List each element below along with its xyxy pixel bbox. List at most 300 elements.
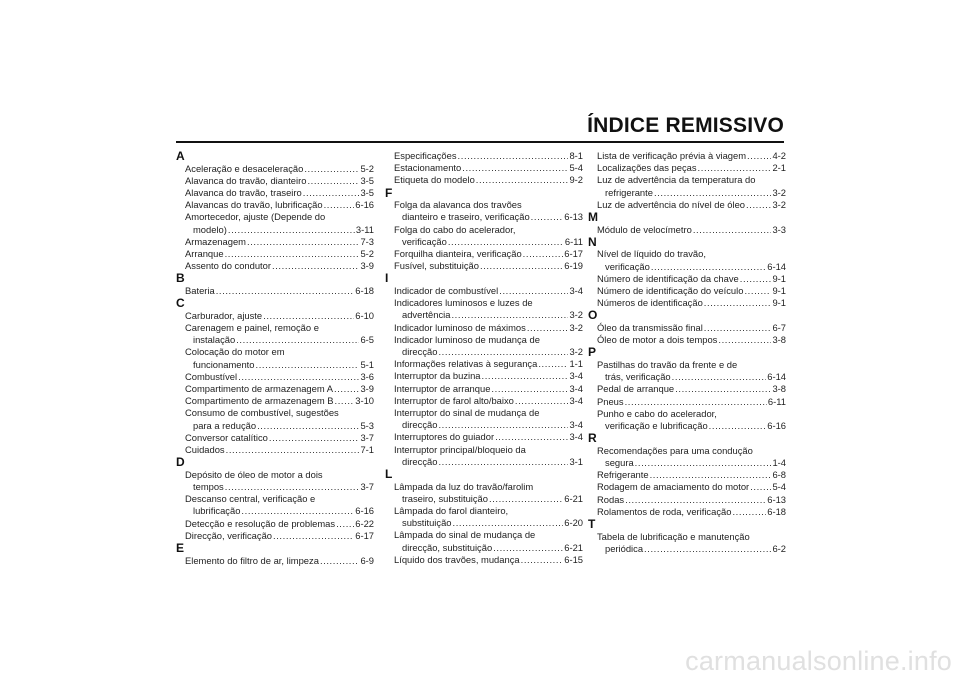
watermark-text: carmanualsonline.info (685, 646, 952, 676)
index-entry-page: 6-13 (767, 493, 786, 505)
dot-leader (236, 334, 359, 346)
index-entry-text: Refrigerante (597, 469, 649, 481)
dot-leader (538, 358, 568, 370)
index-entry-line (176, 530, 374, 542)
dot-leader (489, 493, 563, 505)
index-entry-text: advertência (402, 309, 451, 321)
index-entry-page: 5-4 (772, 481, 786, 493)
index-entry (385, 199, 583, 223)
dot-leader (527, 322, 569, 334)
index-entry-line (176, 518, 374, 530)
dot-leader (625, 396, 767, 408)
dot-leader (228, 224, 355, 236)
index-entry (588, 248, 786, 272)
index-entry-text: Indicadores luminosos e luzes de (394, 297, 533, 309)
index-entry-text: Bateria (185, 285, 215, 297)
index-entry-page: 8-1 (569, 150, 583, 161)
index-entry-page: 5-2 (360, 162, 374, 174)
index-entry (588, 322, 786, 334)
index-entry-text: Detecção e resolução de problemas (185, 517, 336, 529)
index-entry-text: direcção (402, 346, 438, 358)
index-entry-text: Nível de líquido do travão, (597, 248, 706, 260)
index-entry-page: 6-21 (564, 492, 583, 504)
index-entry (588, 162, 786, 174)
dot-leader (225, 248, 360, 260)
section-letter: M (588, 210, 598, 225)
index-entry (385, 334, 583, 358)
index-entry-line (176, 346, 374, 358)
index-entry-text: Descanso central, verificação e (185, 493, 316, 505)
index-entry-text: Fusível, substituição (394, 260, 479, 272)
index-entry-text: verificação (402, 235, 447, 247)
index-entry-page: 3-10 (355, 395, 374, 407)
dot-leader (482, 370, 569, 382)
index-entry-text: Arranque (185, 248, 224, 260)
index-entry-page: 5-4 (569, 162, 583, 174)
index-entry-line (588, 408, 786, 420)
index-entry-text: Indicador luminoso de máximos (394, 321, 526, 333)
index-entry-line (176, 224, 374, 236)
dot-leader (531, 211, 564, 223)
index-entry (588, 273, 786, 285)
index-entry-page: 3-4 (569, 382, 583, 394)
index-entry-text: Folga do cabo do acelerador, (394, 223, 516, 235)
index-entry-line (176, 371, 374, 383)
dot-leader (499, 285, 568, 297)
index-entry-text: Compartimento de armazenagem A (185, 383, 333, 395)
index-entry (385, 529, 583, 553)
dot-leader (718, 334, 771, 346)
dot-leader (651, 261, 766, 273)
index-entry (588, 531, 786, 555)
page-title: ÍNDICE REMISSIVO (587, 114, 784, 137)
index-entry-line (588, 174, 786, 186)
index-entry-line (588, 162, 786, 174)
dot-leader (523, 248, 564, 260)
dot-leader (225, 481, 360, 493)
index-entry-text: Localizações das peças (597, 162, 697, 174)
dot-leader (438, 456, 568, 468)
index-entry-page: 3-8 (772, 383, 786, 395)
index-entry (176, 199, 374, 211)
index-entry-page: 9-1 (772, 285, 786, 297)
index-entry-line (385, 150, 583, 162)
index-entry-text: Compartimento de armazenagem B (185, 395, 334, 407)
index-entry-line (385, 456, 583, 468)
index-entry-page: 3-2 (772, 186, 786, 198)
dot-leader (515, 395, 569, 407)
index-entry-line (385, 554, 583, 566)
index-entry-text: Pastilhas do travão da frente e de (597, 359, 738, 371)
index-entry-page: 5-3 (360, 419, 374, 431)
index-entry-line (176, 432, 374, 444)
index-entry (588, 469, 786, 481)
index-entry-page: 3-4 (569, 394, 583, 406)
dot-leader (493, 542, 563, 554)
index-entry-text: Luz de advertência da temperatura do (597, 174, 756, 186)
index-entry-text: Pneus (597, 395, 624, 407)
dot-leader (491, 383, 568, 395)
index-entry-page: 6-10 (355, 309, 374, 321)
index-entry-page: 3-1 (569, 455, 583, 467)
index-entry-line (176, 248, 374, 260)
index-entry-line (588, 285, 786, 297)
index-entry-page: 2-1 (772, 162, 786, 174)
index-entry-line (176, 444, 374, 456)
index-entry-text: verificação e lubrificação (605, 420, 708, 432)
index-entry-page: 3-8 (772, 334, 786, 346)
index-entry-line (385, 431, 583, 443)
index-entry-line (385, 260, 583, 272)
section-letter: A (176, 149, 185, 163)
dot-leader (693, 224, 772, 236)
index-entry (176, 518, 374, 530)
index-entry-text: direcção, substituição (402, 541, 493, 553)
index-entry-text: Informações relativas à segurança (394, 358, 538, 370)
index-entry (588, 285, 786, 297)
index-entry-page: 3-4 (569, 419, 583, 431)
index-entry-page: 3-7 (360, 481, 374, 493)
index-entry-page: 3-2 (772, 198, 786, 210)
index-entry-text: periódica (605, 542, 644, 554)
index-entry-line (588, 359, 786, 371)
index-entry (588, 494, 786, 506)
index-entry-page: 1-4 (772, 457, 786, 469)
index-entry (588, 359, 786, 383)
dot-leader (709, 420, 767, 432)
dot-leader (273, 530, 354, 542)
index-entry (176, 322, 374, 346)
index-entry (176, 407, 374, 431)
index-entry-line (385, 248, 583, 260)
index-entry-line (176, 285, 374, 297)
dot-leader (448, 236, 564, 248)
index-entry-line (176, 175, 374, 187)
index-entry (385, 162, 583, 174)
index-entry-text: Lista de verificação prévia à viagem (597, 150, 747, 161)
index-entry-text: Pedal de arranque (597, 383, 675, 395)
index-entry-page: 5-1 (360, 358, 374, 370)
index-column-1 (176, 150, 374, 567)
index-entry-line (588, 248, 786, 260)
index-entry-line (588, 396, 786, 408)
dot-leader (732, 506, 766, 518)
index-entry-line (176, 493, 374, 505)
index-entry (176, 555, 374, 567)
index-entry (176, 530, 374, 542)
index-entry-page: 6-15 (564, 553, 583, 565)
index-entry-text: Cuidados (185, 444, 225, 456)
index-entry-text: funcionamento (193, 358, 255, 370)
index-entry-line (176, 505, 374, 517)
dot-leader (476, 174, 569, 186)
index-entry-page: 6-14 (767, 260, 786, 272)
index-entry-page: 1-1 (569, 358, 583, 370)
index-entry-line (588, 383, 786, 395)
index-entry-text: Tabela de lubrificação e manutenção (597, 530, 750, 542)
index-entry-text: Interruptor de arranque (394, 382, 491, 394)
index-entry-line (385, 517, 583, 529)
index-entry-page: 3-4 (569, 370, 583, 382)
index-entry (385, 481, 583, 505)
index-entry-page: 6-2 (772, 542, 786, 554)
index-entry-page: 6-8 (772, 469, 786, 481)
index-entry (176, 383, 374, 395)
section-letter: T (588, 517, 596, 532)
index-entry-line (588, 187, 786, 199)
index-entry-text: Elemento do filtro de ar, limpeza (185, 554, 319, 566)
index-entry-line (176, 407, 374, 419)
index-entry-text: Direcção, verificação (185, 529, 273, 541)
index-entry-text: Lâmpada do farol dianteiro, (394, 505, 509, 517)
index-entry-text: refrigerante (605, 186, 653, 198)
index-entry-line (588, 224, 786, 236)
title-divider (176, 141, 784, 143)
dot-leader (654, 187, 771, 199)
index-entry-text: Armazenagem (185, 235, 246, 247)
dot-leader (698, 162, 772, 174)
index-entry (588, 481, 786, 493)
index-entry (588, 383, 786, 395)
index-entry-page: 6-18 (355, 285, 374, 297)
index-entry-page: 3-9 (360, 383, 374, 395)
index-entry-text: Assento do condutor (185, 260, 271, 272)
index-entry-line (176, 211, 374, 223)
index-entry (588, 334, 786, 346)
dot-leader (521, 554, 564, 566)
index-entry-line (176, 555, 374, 567)
index-entry-page: 3-7 (360, 431, 374, 443)
index-entry-line (385, 529, 583, 541)
index-entry (588, 224, 786, 236)
dot-leader (257, 420, 359, 432)
dot-leader (625, 494, 766, 506)
dot-leader (334, 383, 359, 395)
index-entry-page: 6-11 (564, 235, 583, 247)
index-entry-line (385, 419, 583, 431)
index-entry-page: 6-18 (767, 505, 786, 517)
section-letter: P (588, 345, 597, 360)
dot-leader (675, 383, 771, 395)
index-entry-line (385, 542, 583, 554)
index-entry-line (385, 358, 583, 370)
dot-leader (480, 260, 563, 272)
index-entry-line (385, 162, 583, 174)
index-entry-line (385, 334, 583, 346)
dot-leader (247, 236, 359, 248)
index-entry-line (385, 481, 583, 493)
dot-leader (744, 285, 771, 297)
index-entry (176, 310, 374, 322)
dot-leader (336, 518, 354, 530)
index-entry-text: Interruptor de farol alto/baixo (394, 394, 514, 406)
index-entry (176, 248, 374, 260)
index-entry (176, 211, 374, 235)
index-column-2 (385, 150, 583, 566)
index-entry (176, 260, 374, 272)
index-entry-text: Óleo da transmissão final (597, 322, 703, 334)
section-letter: D (176, 455, 185, 470)
dot-leader (747, 150, 771, 162)
index-entry-text: Óleo de motor a dois tempos (597, 334, 718, 346)
dot-leader (272, 260, 359, 272)
index-entry-page: 3-2 (569, 346, 583, 358)
index-entry-line (588, 371, 786, 383)
index-entry (176, 187, 374, 199)
index-entry-page: 6-16 (767, 420, 786, 432)
index-entry-page: 4-2 (772, 150, 786, 161)
index-entry-line (176, 359, 374, 371)
index-entry-text: Módulo de velocímetro (597, 223, 692, 235)
index-entry-line (588, 261, 786, 273)
section-letter: O (588, 308, 598, 323)
index-entry (588, 396, 786, 408)
section-letter: F (385, 185, 393, 200)
index-entry (385, 285, 583, 297)
index-entry-line (385, 174, 583, 186)
section-letter: E (176, 541, 185, 556)
index-entry-text: instalação (193, 334, 236, 346)
dot-leader (635, 457, 772, 469)
index-entry-line (385, 224, 583, 236)
index-entry-line (588, 445, 786, 457)
dot-leader (672, 371, 767, 383)
index-entry-line (176, 322, 374, 334)
index-entry-line (385, 236, 583, 248)
index-entry-line (588, 273, 786, 285)
index-entry-text: Indicador luminoso de mudança de (394, 333, 540, 345)
index-entry-line (588, 420, 786, 432)
index-entry-text: Interruptor do sinal de mudança de (394, 407, 540, 419)
index-entry-page: 3-4 (569, 431, 583, 443)
index-entry-line (588, 469, 786, 481)
index-entry (385, 431, 583, 443)
index-entry-text: Especificações (394, 150, 457, 161)
index-entry-page: 6-11 (767, 395, 786, 407)
index-entry-page: 3-2 (569, 309, 583, 321)
index-entry-text: Interruptores do guiador (394, 431, 495, 443)
index-entry (176, 371, 374, 383)
dot-leader (320, 555, 360, 567)
index-entry-text: Lâmpada do sinal de mudança de (394, 529, 536, 541)
index-entry-text: Amortecedor, ajuste (Depende do (185, 211, 326, 223)
index-entry-page: 3-9 (360, 260, 374, 272)
index-entry-page: 9-2 (569, 174, 583, 186)
index-entry (176, 395, 374, 407)
index-entry-line (385, 309, 583, 321)
index-entry (588, 506, 786, 518)
index-entry-page: 3-5 (360, 187, 374, 198)
index-entry-page: 9-1 (772, 272, 786, 284)
dot-leader (307, 175, 359, 187)
index-column-3 (588, 150, 786, 555)
index-entry-text: Indicador de combustível (394, 285, 499, 297)
index-entry-text: Folga da alavanca dos travões (394, 199, 522, 211)
index-entry (385, 358, 583, 370)
index-entry-line (385, 346, 583, 358)
index-entry-page: 7-1 (360, 444, 374, 456)
index-entry-page: 6-17 (355, 529, 374, 541)
index-entry-line (176, 334, 374, 346)
index-entry-line (385, 383, 583, 395)
index-entry (385, 395, 583, 407)
dot-leader (704, 322, 772, 334)
dot-leader (303, 187, 360, 199)
index-entry-text: Alavanca do travão, traseiro (185, 187, 302, 198)
index-entry-text: direcção (402, 419, 438, 431)
index-entry-page: 3-5 (360, 174, 374, 186)
index-entry (176, 236, 374, 248)
index-entry-page: 6-20 (564, 517, 583, 529)
index-entry-page: 6-17 (564, 248, 583, 260)
dot-leader (740, 273, 772, 285)
dot-leader (263, 310, 354, 322)
dot-leader (256, 359, 360, 371)
index-entry-page: 3-6 (360, 370, 374, 382)
index-entry (588, 408, 786, 432)
dot-leader (269, 432, 360, 444)
index-entry-page: 3-2 (569, 321, 583, 333)
index-entry (385, 260, 583, 272)
index-entry-text: Alavancas do travão, lubrificação (185, 199, 323, 211)
index-entry (385, 174, 583, 186)
index-entry-text: Combustível (185, 370, 238, 382)
index-entry (385, 505, 583, 529)
index-entry-page: 7-3 (360, 235, 374, 247)
index-entry-text: lubrificação (193, 505, 241, 517)
section-letter: N (588, 234, 597, 249)
index-entry-page: 6-5 (360, 334, 374, 346)
index-entry-text: modelo) (193, 223, 227, 235)
index-entry-text: direcção (402, 455, 438, 467)
dot-leader (644, 543, 771, 555)
index-entry-line (176, 187, 374, 199)
index-entry-text: tempos (193, 481, 224, 493)
index-entry-line (385, 395, 583, 407)
index-entry-page: 3-4 (569, 285, 583, 297)
index-entry-line (385, 285, 583, 297)
index-entry-text: Alavanca do travão, dianteiro (185, 174, 307, 186)
dot-leader (241, 505, 354, 517)
dot-leader (451, 309, 568, 321)
index-entry-page: 3-3 (772, 223, 786, 235)
index-entry-line (176, 236, 374, 248)
index-entry-text: Número de identificação da chave (597, 272, 739, 284)
index-entry (385, 248, 583, 260)
index-entry-line (588, 457, 786, 469)
index-entry-text: Depósito de óleo de motor a dois (185, 468, 323, 480)
index-entry (176, 163, 374, 175)
section-letter: I (385, 271, 389, 286)
index-entry-text: Números de identificação (597, 297, 703, 309)
index-entry-text: Carenagem e painel, remoção e (185, 322, 319, 334)
index-entry-line (176, 383, 374, 395)
section-letter: R (588, 431, 597, 446)
index-entry (588, 150, 786, 162)
index-entry-text: Conversor catalítico (185, 431, 268, 443)
index-entry-text: segura (605, 457, 634, 469)
index-entry-page: 6-16 (355, 199, 374, 211)
index-entry-line (176, 163, 374, 175)
index-entry-text: Consumo de combustível, sugestões (185, 407, 339, 419)
index-entry-line (176, 469, 374, 481)
index-entry-page: 9-1 (772, 297, 786, 309)
dot-leader (438, 419, 568, 431)
index-entry-text: Recomendações para uma condução (597, 444, 753, 456)
index-entry (385, 554, 583, 566)
index-entry-line (176, 395, 374, 407)
section-letter: C (176, 296, 185, 311)
